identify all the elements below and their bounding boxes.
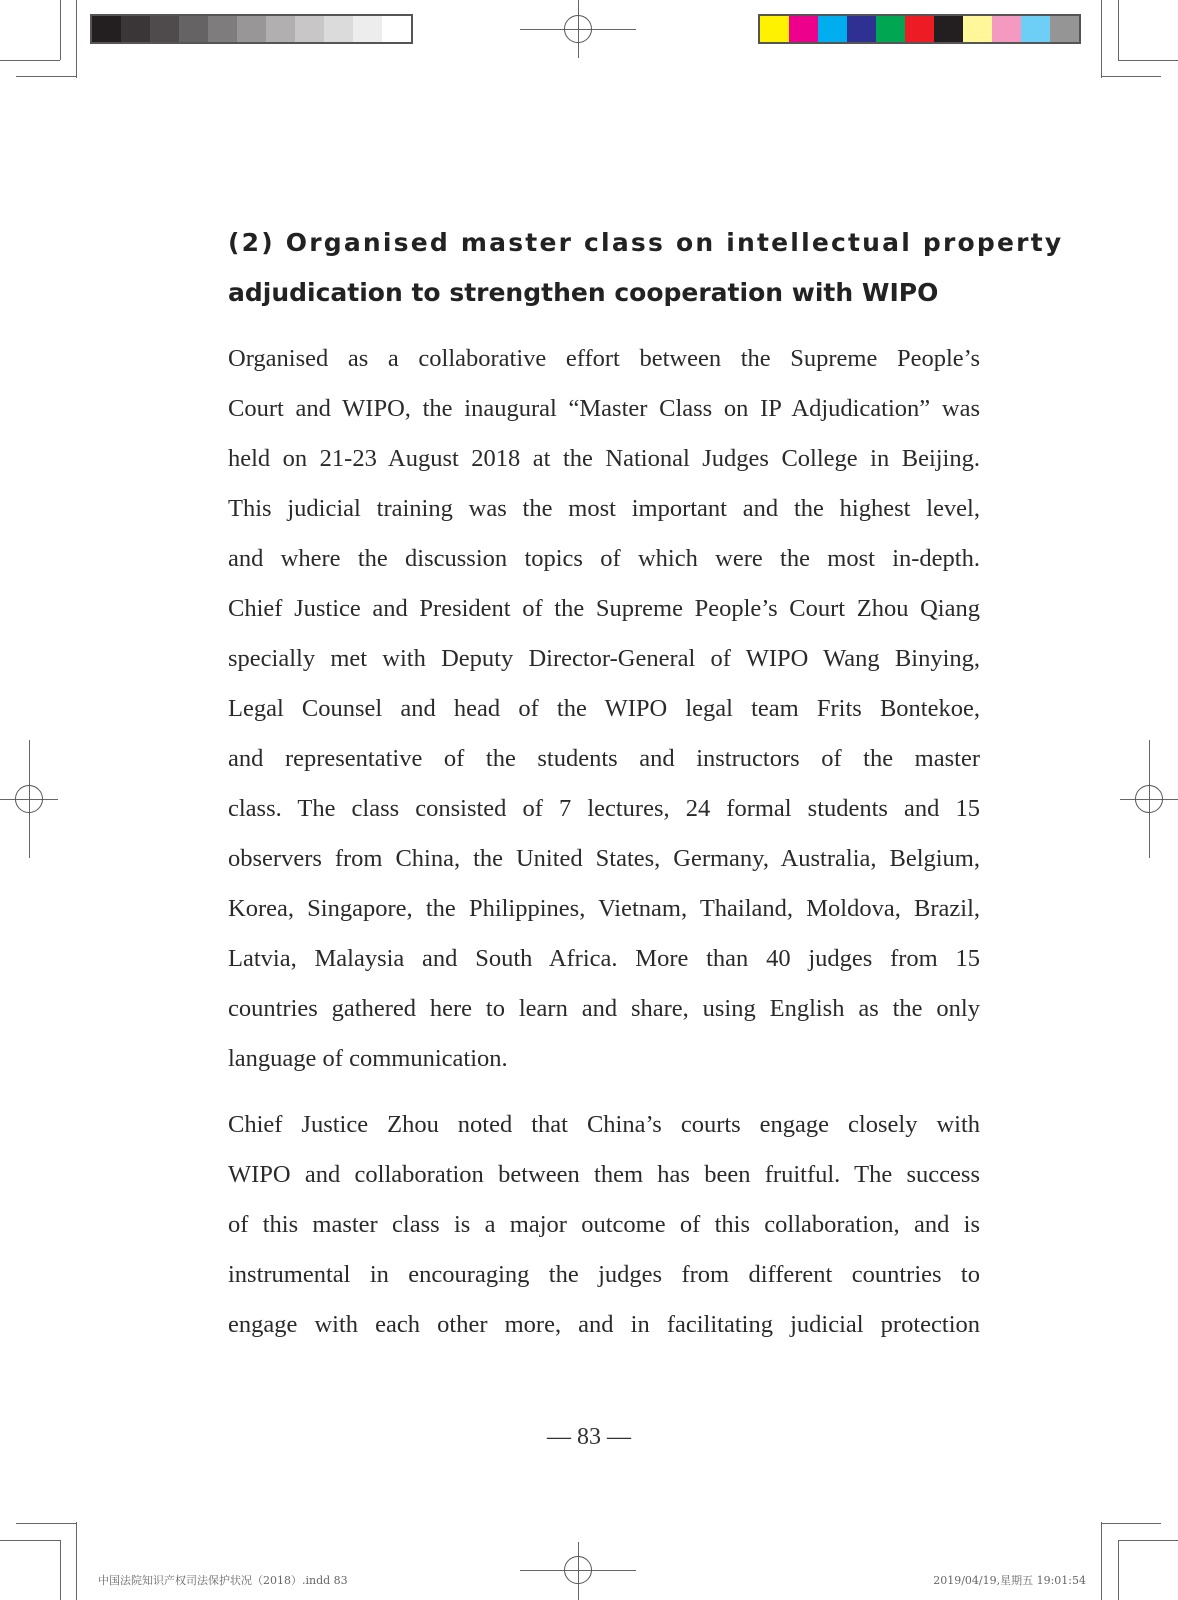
paragraph-line: specially met with Deputy Director-General of WIPO Wang Binying,: [228, 645, 980, 672]
paragraph-line: Chief Justice and President of the Supreme People’s Court Zhou Qiang: [228, 595, 980, 622]
paragraph-2: [228, 1100, 980, 1350]
paragraph-line: Latvia, Malaysia and South Africa. More than 40 judges from 15: [228, 945, 980, 972]
paragraph-line: Organised as a collaborative effort between the Supreme People’s: [228, 345, 980, 372]
paragraph-line: observers from China, the United States, Germany, Australia, Belgium,: [228, 845, 980, 872]
gray-swatch: [324, 16, 353, 42]
section-heading-line-1: (2) Organised master class on intellectual property: [228, 228, 1064, 257]
paragraph-line: This judicial training was the most important and the highest level,: [228, 495, 980, 522]
color-swatch: [963, 16, 992, 42]
paragraph-line: held on 21-23 August 2018 at the National Judges College in Beijing.: [228, 445, 980, 472]
paragraph-line: Chief Justice Zhou noted that China’s courts engage closely with: [228, 1111, 980, 1138]
color-swatch: [1050, 16, 1079, 42]
color-swatch: [992, 16, 1021, 42]
paragraph-line: and representative of the students and instructors of the master: [228, 745, 980, 772]
paragraph-line: countries gathered here to learn and share, using English as the only: [228, 995, 980, 1022]
paragraph-line: language of communication.: [228, 1045, 508, 1072]
paragraph-line: engage with each other more, and in facilitating judicial protection: [228, 1311, 980, 1338]
footer-file-info: 中国法院知识产权司法保护状况（2018）.indd 83: [98, 1574, 348, 1587]
color-swatch: [1021, 16, 1050, 42]
paragraph-line: of this master class is a major outcome of this collaboration, and is: [228, 1211, 980, 1238]
gray-swatch: [295, 16, 324, 42]
color-swatch: [789, 16, 818, 42]
gray-calibration-bar: [90, 14, 413, 44]
color-swatch: [818, 16, 847, 42]
paragraph-line: WIPO and collaboration between them has been fruitful. The success: [228, 1161, 980, 1188]
page-number: — 83 —: [547, 1424, 631, 1450]
section-heading-line-2: adjudication to strengthen cooperation with WIPO: [228, 278, 939, 307]
gray-swatch: [266, 16, 295, 42]
color-swatch: [876, 16, 905, 42]
gray-swatch: [353, 16, 382, 42]
gray-swatch: [92, 16, 121, 42]
section-heading: [228, 218, 1064, 318]
color-swatch: [934, 16, 963, 42]
gray-swatch: [179, 16, 208, 42]
gray-swatch: [208, 16, 237, 42]
color-swatch: [847, 16, 876, 42]
gray-swatch: [150, 16, 179, 42]
paragraph-1: [228, 334, 980, 1084]
color-swatch: [760, 16, 789, 42]
paragraph-line: Court and WIPO, the inaugural “Master Class on IP Adjudication” was: [228, 395, 980, 422]
gray-swatch: [121, 16, 150, 42]
gray-swatch: [237, 16, 266, 42]
gray-swatch: [382, 16, 411, 42]
paragraph-line: Korea, Singapore, the Philippines, Vietnam, Thailand, Moldova, Brazil,: [228, 895, 980, 922]
paragraph-line: instrumental in encouraging the judges from different countries to: [228, 1261, 980, 1288]
paragraph-line: class. The class consisted of 7 lectures, 24 formal students and 15: [228, 795, 980, 822]
paragraph-line: Legal Counsel and head of the WIPO legal team Frits Bontekoe,: [228, 695, 980, 722]
main-content: [228, 218, 1064, 1366]
paragraph-line: and where the discussion topics of which were the most in-depth.: [228, 545, 980, 572]
color-calibration-bar: [758, 14, 1081, 44]
footer-timestamp: 2019/04/19,星期五 19:01:54: [933, 1574, 1086, 1587]
color-swatch: [905, 16, 934, 42]
